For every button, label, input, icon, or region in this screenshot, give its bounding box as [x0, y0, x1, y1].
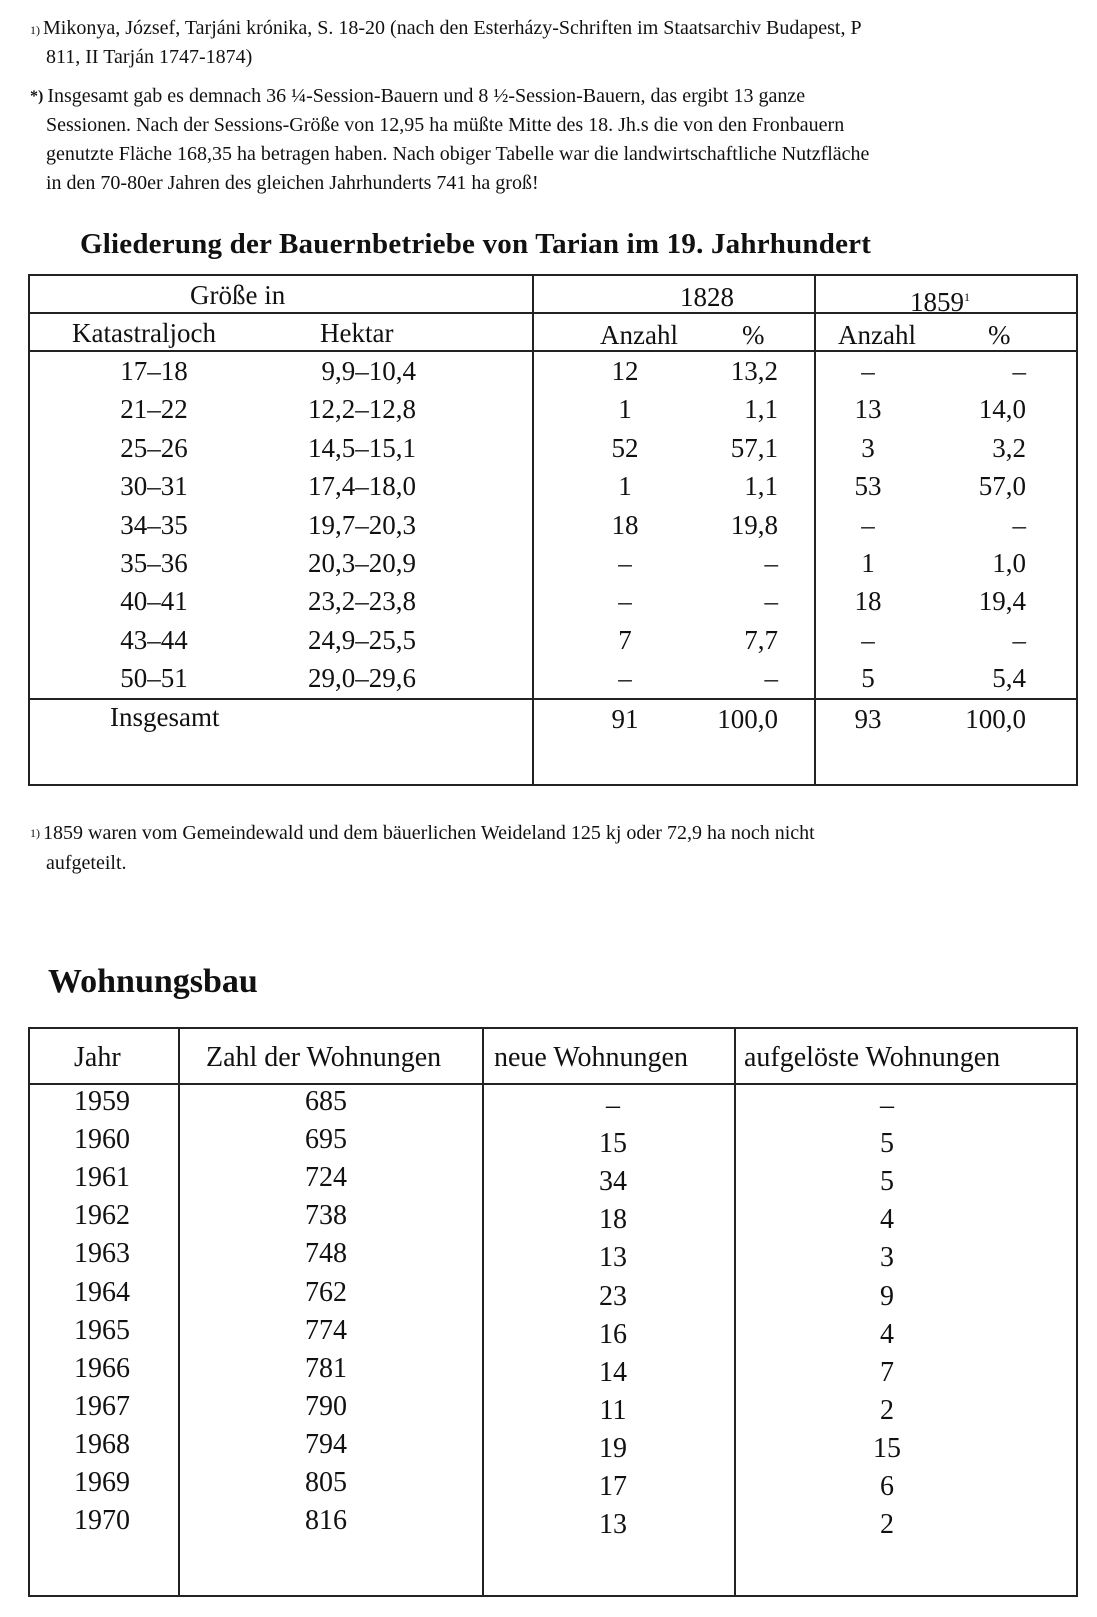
cell-year: 1967: [74, 1391, 130, 1422]
cell-count-1828: –: [618, 586, 632, 616]
cell-count-1859: –: [861, 356, 875, 386]
cell-new-dwellings: 17: [599, 1471, 627, 1502]
footnote-bottom-mark: 1): [30, 826, 40, 840]
cell-total-dwellings: 762: [305, 1277, 347, 1308]
subheader-anzahl-1828: Anzahl: [600, 320, 678, 350]
cell-new-dwellings: 14: [599, 1357, 627, 1388]
total-percent-1828: 100,0: [717, 704, 778, 734]
cell-total-dwellings: 781: [305, 1353, 347, 1384]
cell-year: 1969: [74, 1467, 130, 1498]
cell-percent-1859: –: [1012, 625, 1026, 655]
cell-percent-1859: 14,0: [978, 394, 1026, 424]
cell-katastraljoch: 43–44: [120, 625, 188, 655]
cell-count-1859: 3: [861, 433, 875, 463]
cell-year: 1966: [74, 1353, 130, 1384]
table1-total-rule: [30, 698, 1076, 700]
cell-new-dwellings: 11: [599, 1395, 627, 1426]
farm-size-table: [28, 274, 1078, 786]
subheader-percent-1828: %: [742, 320, 765, 350]
cell-percent-1828: –: [764, 586, 778, 616]
cell-total-dwellings: 790: [305, 1391, 347, 1422]
footnote-star-line-4: in den 70-80er Jahren des gleichen Jahrhunderts 741 ha groß!: [46, 172, 539, 194]
cell-hektar: 12,2–12,8: [308, 394, 416, 424]
footnote-star: [30, 82, 1075, 198]
cell-count-1859: –: [861, 625, 875, 655]
cell-percent-1828: 1,1: [744, 471, 778, 501]
header-neue-wohnungen: neue Wohnungen: [494, 1042, 688, 1073]
cell-katastraljoch: 40–41: [120, 586, 188, 616]
footnote-1-line-2: 811, II Tarján 1747-1874): [46, 46, 253, 68]
cell-katastraljoch: 17–18: [120, 356, 188, 386]
total-label: Insgesamt: [110, 702, 220, 732]
cell-katastraljoch: 34–35: [120, 510, 188, 540]
subheader-percent-1859: %: [988, 320, 1011, 350]
header-zahl-der-wohnungen: Zahl der Wohnungen: [206, 1042, 442, 1073]
cell-total-dwellings: 774: [305, 1315, 347, 1346]
cell-percent-1859: –: [1012, 356, 1026, 386]
subheader-katastraljoch: Katastraljoch: [72, 318, 216, 348]
cell-total-dwellings: 794: [305, 1429, 347, 1460]
cell-new-dwellings: 15: [599, 1128, 627, 1159]
cell-removed-dwellings: 9: [880, 1281, 894, 1312]
cell-total-dwellings: 816: [305, 1505, 347, 1536]
cell-new-dwellings: 13: [599, 1242, 627, 1273]
cell-hektar: 17,4–18,0: [308, 471, 416, 501]
cell-count-1828: 18: [611, 510, 639, 540]
cell-year: 1964: [74, 1277, 130, 1308]
cell-percent-1828: 57,1: [730, 433, 778, 463]
cell-removed-dwellings: 7: [880, 1357, 894, 1388]
cell-year: 1962: [74, 1200, 130, 1231]
cell-count-1859: 1: [861, 548, 875, 578]
cell-katastraljoch: 30–31: [120, 471, 188, 501]
table2-divider-1: [178, 1029, 180, 1595]
table2-divider-2: [482, 1029, 484, 1595]
cell-percent-1828: –: [764, 548, 778, 578]
cell-removed-dwellings: 2: [880, 1395, 894, 1426]
housing-table: [28, 1027, 1078, 1597]
cell-percent-1828: 13,2: [730, 356, 778, 386]
cell-count-1828: –: [618, 663, 632, 693]
cell-percent-1859: 19,4: [978, 586, 1026, 616]
table1-divider-1828: [532, 276, 534, 784]
footnote-bottom-line-1: 1859 waren vom Gemeindewald und dem bäuerlichen Weideland 125 kj oder 72,9 ha noch nicht: [43, 822, 815, 844]
cell-removed-dwellings: 4: [880, 1204, 894, 1235]
cell-count-1828: 1: [618, 471, 632, 501]
cell-katastraljoch: 35–36: [120, 548, 188, 578]
cell-year: 1968: [74, 1429, 130, 1460]
cell-removed-dwellings: 6: [880, 1471, 894, 1502]
cell-total-dwellings: 738: [305, 1200, 347, 1231]
cell-count-1828: –: [618, 548, 632, 578]
table2-divider-3: [734, 1029, 736, 1595]
cell-year: 1959: [74, 1086, 130, 1117]
cell-count-1859: 5: [861, 663, 875, 693]
cell-hektar: 23,2–23,8: [308, 586, 416, 616]
cell-percent-1859: 57,0: [978, 471, 1026, 501]
header-aufgeloeste-wohnungen: aufgelöste Wohnungen: [744, 1042, 1001, 1073]
cell-katastraljoch: 21–22: [120, 394, 188, 424]
cell-count-1828: 12: [611, 356, 639, 386]
total-count-1859: 93: [854, 704, 882, 734]
table2-header-rule: [30, 1083, 1076, 1085]
cell-hektar: 19,7–20,3: [308, 510, 416, 540]
footnote-1: [30, 14, 1075, 72]
cell-new-dwellings: 19: [599, 1433, 627, 1464]
cell-katastraljoch: 25–26: [120, 433, 188, 463]
cell-new-dwellings: 23: [599, 1281, 627, 1312]
footnote-bottom: [30, 818, 1075, 878]
cell-removed-dwellings: 5: [880, 1166, 894, 1197]
cell-hektar: 14,5–15,1: [308, 433, 416, 463]
cell-percent-1828: 19,8: [730, 510, 778, 540]
footnote-star-line-2: Sessionen. Nach der Sessions-Größe von 12,95 ha müßte Mitte des 18. Jh.s die von den Fronbauern: [46, 114, 845, 136]
footnote-star-mark: *): [30, 88, 44, 105]
cell-percent-1859: 3,2: [992, 433, 1026, 463]
cell-count-1828: 7: [618, 625, 632, 655]
cell-new-dwellings: 16: [599, 1319, 627, 1350]
cell-total-dwellings: 695: [305, 1124, 347, 1155]
cell-new-dwellings: 13: [599, 1509, 627, 1540]
cell-removed-dwellings: –: [880, 1090, 894, 1121]
cell-percent-1828: 1,1: [744, 394, 778, 424]
cell-percent-1859: 5,4: [992, 663, 1026, 693]
cell-removed-dwellings: 3: [880, 1242, 894, 1273]
cell-percent-1828: –: [764, 663, 778, 693]
total-count-1828: 91: [611, 704, 639, 734]
header-1859: 1859$^1$: [910, 287, 970, 317]
cell-removed-dwellings: 15: [873, 1433, 901, 1464]
cell-new-dwellings: 34: [599, 1166, 627, 1197]
cell-total-dwellings: 685: [305, 1086, 347, 1117]
cell-total-dwellings: 748: [305, 1238, 347, 1269]
cell-percent-1859: –: [1012, 510, 1026, 540]
cell-count-1828: 1: [618, 394, 632, 424]
cell-count-1859: –: [861, 510, 875, 540]
cell-percent-1828: 7,7: [744, 625, 778, 655]
cell-hektar: 20,3–20,9: [308, 548, 416, 578]
footnote-1-line-1: Mikonya, József, Tarjáni krónika, S. 18-20 (nach den Esterházy-Schriften im Staatsarchiv Budapest, P: [43, 17, 862, 39]
cell-katastraljoch: 50–51: [120, 663, 188, 693]
cell-removed-dwellings: 2: [880, 1509, 894, 1540]
cell-year: 1960: [74, 1124, 130, 1155]
cell-total-dwellings: 724: [305, 1162, 347, 1193]
subheader-hektar: Hektar: [320, 318, 394, 348]
table1-title: Gliederung der Bauernbetriebe von Tarian im 19. Jahrhundert: [80, 228, 872, 260]
cell-count-1859: 13: [854, 394, 882, 424]
cell-count-1828: 52: [611, 433, 639, 463]
total-percent-1859: 100,0: [965, 704, 1026, 734]
subheader-anzahl-1859: Anzahl: [838, 320, 916, 350]
cell-removed-dwellings: 4: [880, 1319, 894, 1350]
header-jahr: Jahr: [74, 1042, 121, 1073]
cell-new-dwellings: –: [606, 1090, 620, 1121]
table1-subheader-rule: [30, 350, 1076, 352]
cell-hektar: 29,0–29,6: [308, 663, 416, 693]
footnote-star-line-1: Insgesamt gab es demnach 36 ¼-Session-Bauern und 8 ½-Session-Bauern, das ergibt 13 ganze: [47, 85, 806, 107]
table1-divider-1859: [814, 276, 816, 784]
footnote-1-mark: 1): [30, 23, 40, 37]
cell-year: 1965: [74, 1315, 130, 1346]
cell-count-1859: 53: [854, 471, 882, 501]
header-size: Größe in: [190, 280, 286, 310]
cell-new-dwellings: 18: [599, 1204, 627, 1235]
cell-removed-dwellings: 5: [880, 1128, 894, 1159]
cell-percent-1859: 1,0: [992, 548, 1026, 578]
cell-year: 1963: [74, 1238, 130, 1269]
cell-year: 1961: [74, 1162, 130, 1193]
table2-title: Wohnungsbau: [48, 963, 258, 1000]
cell-hektar: 9,9–10,4: [321, 356, 416, 386]
header-1828: 1828: [680, 282, 734, 312]
cell-hektar: 24,9–25,5: [308, 625, 416, 655]
cell-count-1859: 18: [854, 586, 882, 616]
footnote-star-line-3: genutzte Fläche 168,35 ha betragen haben. Nach obiger Tabelle war die landwirtschaftliche Nutzfläche: [46, 143, 870, 165]
footnote-bottom-line-2: aufgeteilt.: [46, 852, 127, 874]
cell-total-dwellings: 805: [305, 1467, 347, 1498]
cell-year: 1970: [74, 1505, 130, 1536]
